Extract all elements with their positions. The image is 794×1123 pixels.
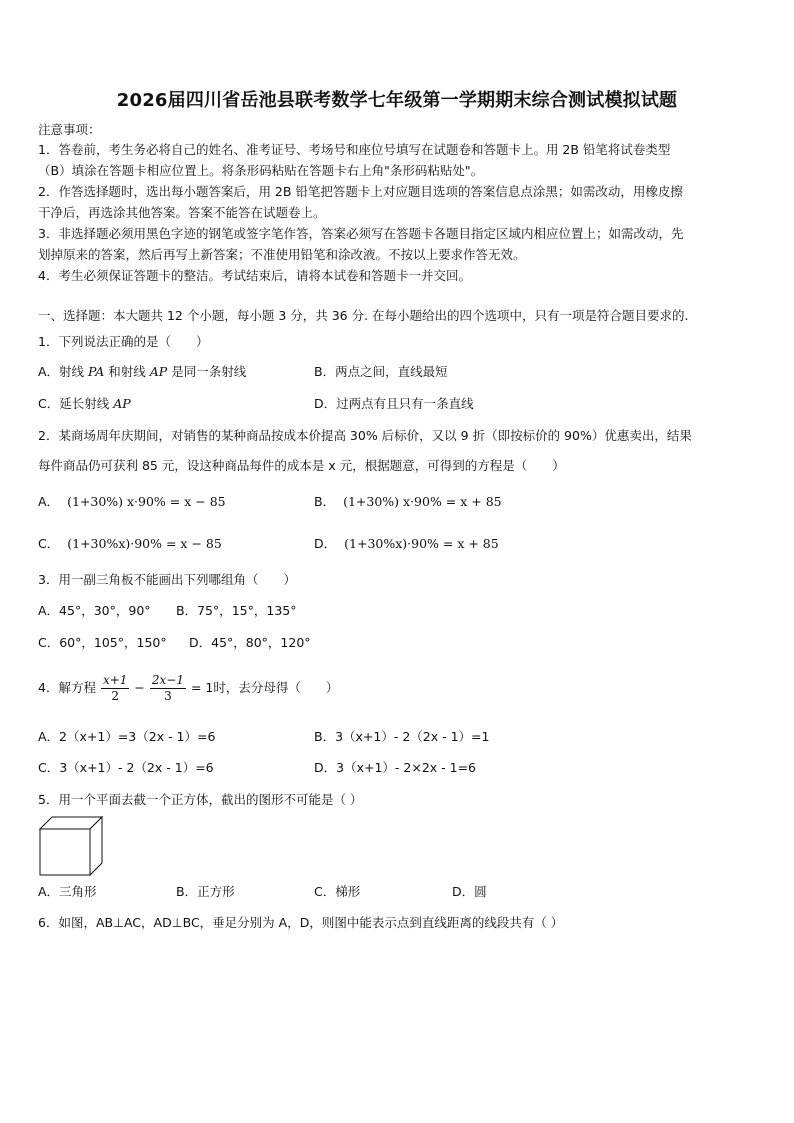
question-2-option-c: C． (1+30%x)·90% = x − 85 bbox=[38, 536, 222, 551]
question-4-stem: 4．解方程 $\frac{x+1}{2}$ − $\frac{2x-1}{3}$ = 1时，去分母得（ ） bbox=[38, 673, 339, 703]
question-1-stem: 1．下列说法正确的是（ ） bbox=[38, 334, 209, 349]
question-3-stem: 3．用一副三角板不能画出下列哪组角（ ） bbox=[38, 572, 296, 587]
question-4-option-c: C．3（x+1）- 2（2x - 1）=6 bbox=[38, 760, 214, 775]
section-heading: 一、选择题：本大题共 12 个小题，每小题 3 分，共 36 分. 在每小题给出的四个选项中，只有一项是符合题目要求的. bbox=[38, 308, 689, 323]
notice-line-2: （B）填涂在答题卡相应位置上。将条形码粘贴在答题卡右上角"条形码粘贴处"。 bbox=[38, 163, 484, 178]
question-4-option-a: A．2（x+1）=3（2x - 1）=6 bbox=[38, 729, 216, 744]
question-3-option-c: C．60°，105°，150° bbox=[38, 635, 167, 650]
question-3-option-a: A．45°，30°，90° bbox=[38, 603, 151, 618]
notice-line-5: 3．非选择题必须用黑色字迹的钢笔或签字笔作答，答案必须写在答题卡各题目指定区域内相应位置上；如需改动，先 bbox=[38, 226, 684, 241]
question-5-option-a: A．三角形 bbox=[38, 884, 97, 899]
question-2-stem-line-2: 每件商品仍可获利 85 元，设这种商品每件的成本是 x 元，根据题意，可得到的方程是（ ） bbox=[38, 458, 565, 473]
question-1-option-d: D．过两点有且只有一条直线 bbox=[314, 396, 474, 411]
notice-line-7: 4．考生必须保证答题卡的整洁。考试结束后，请将本试卷和答题卡一并交回。 bbox=[38, 268, 471, 283]
notice-line-6: 划掉原来的答案，然后再写上新答案；不准使用铅笔和涂改液。不按以上要求作答无效。 bbox=[38, 247, 526, 262]
question-2-option-b: B． (1+30%) x·90% = x + 85 bbox=[314, 494, 502, 509]
notice-line-3: 2．作答选择题时，选出每小题答案后，用 2B 铅笔把答题卡上对应题目选项的答案信息点涂黑；如需改动，用橡皮擦 bbox=[38, 184, 683, 199]
question-3-option-b: B．75°，15°，135° bbox=[176, 603, 297, 618]
question-5-stem: 5．用一个平面去截一个正方体，截出的图形不可能是（ ） bbox=[38, 792, 363, 807]
question-1-option-a: A．射线 PA 和射线 AP 是同一条射线 bbox=[38, 364, 247, 379]
fraction-2: $\frac{2x-1}{3}$ bbox=[151, 673, 184, 703]
question-2-option-a: A． (1+30%) x·90% = x − 85 bbox=[38, 494, 226, 509]
notice-line-4: 干净后，再选涂其他答案。答案不能答在试题卷上。 bbox=[38, 205, 326, 220]
question-3-option-d: D．45°，80°，120° bbox=[189, 635, 311, 650]
cube-figure bbox=[38, 815, 106, 877]
notice-line-1: 1．答卷前，考生务必将自己的姓名、准考证号、考场号和座位号填写在试题卷和答题卡上。用 2B 铅笔将试卷类型 bbox=[38, 142, 671, 157]
question-5-option-d: D．圆 bbox=[452, 884, 487, 899]
question-2-option-d: D． (1+30%x)·90% = x + 85 bbox=[314, 536, 499, 551]
question-6-stem: 6．如图，AB⊥AC，AD⊥BC，垂足分别为 A，D，则图中能表示点到直线距离的线段共有（ ） bbox=[38, 915, 564, 930]
fraction-1: $\frac{x+1}{2}$ bbox=[102, 673, 128, 703]
question-2-stem-line-1: 2．某商场周年庆期间，对销售的某种商品按成本价提高 30% 后标价，又以 9 折（即按标价的 90%）优惠卖出，结果 bbox=[38, 428, 692, 443]
notice-heading: 注意事项： bbox=[38, 122, 101, 137]
question-4-option-d: D．3（x+1）- 2×2x - 1=6 bbox=[314, 760, 476, 775]
question-1-option-b: B．两点之间，直线最短 bbox=[314, 364, 448, 379]
exam-title: 2026届四川省岳池县联考数学七年级第一学期期末综合测试模拟试题 bbox=[116, 90, 678, 111]
question-1-option-c: C．延长射线 AP bbox=[38, 396, 131, 411]
question-4-option-b: B．3（x+1）- 2（2x - 1）=1 bbox=[314, 729, 490, 744]
question-5-option-b: B．正方形 bbox=[176, 884, 235, 899]
question-5-option-c: C．梯形 bbox=[314, 884, 361, 899]
